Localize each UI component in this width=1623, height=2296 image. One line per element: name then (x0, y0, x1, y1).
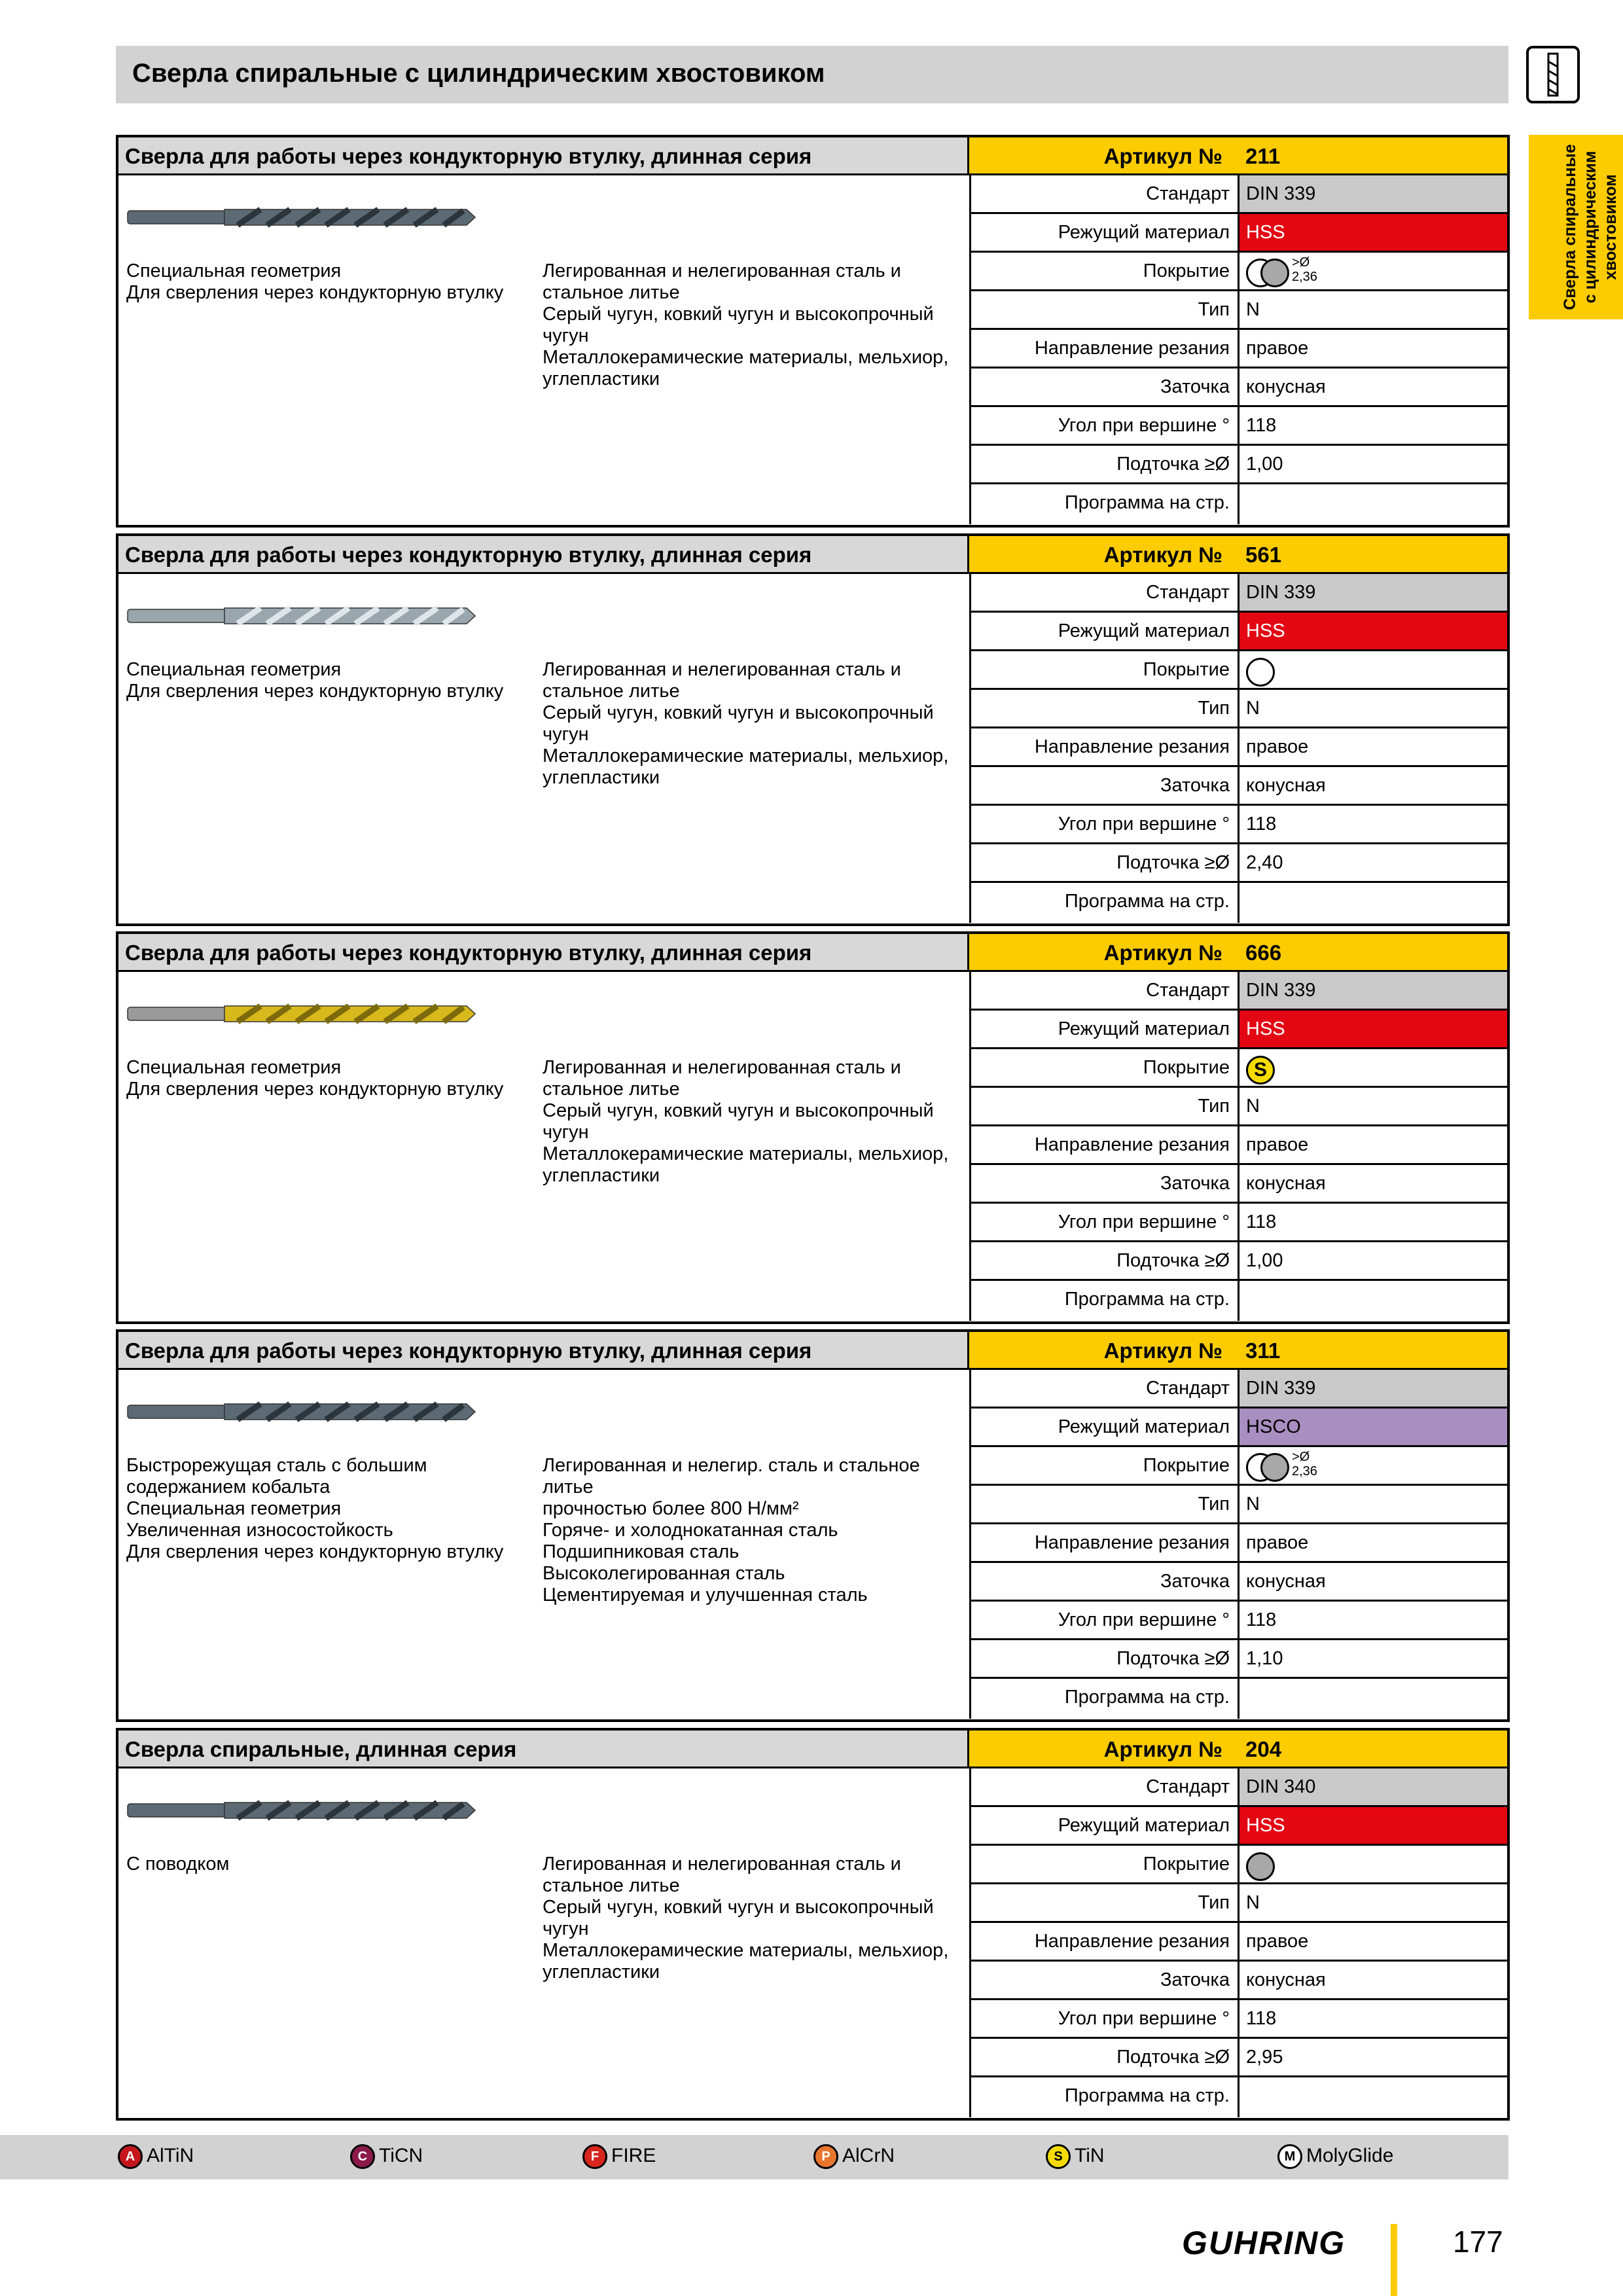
coating-value (1240, 1846, 1507, 1882)
article-number[interactable]: 561 (1245, 543, 1282, 567)
property-value-grinding: конусная (1246, 1173, 1326, 1194)
article-bar (969, 1731, 1507, 1768)
property-row (969, 1563, 1507, 1602)
property-value-undercut: 1,10 (1246, 1648, 1283, 1669)
property-row (969, 2000, 1507, 2039)
property-row (969, 1242, 1507, 1281)
property-value-material: HSS (1240, 613, 1507, 649)
feature-list (126, 1854, 526, 1875)
material-line: Серый чугун, ковкий чугун и высокопрочный (543, 1897, 934, 1918)
property-row (969, 214, 1507, 253)
property-label: Подточка ≥Ø (969, 1640, 1240, 1677)
tin-coating-icon: S (1246, 1056, 1275, 1085)
property-label: Угол при вершине ° (969, 407, 1240, 444)
material-line: углепластики (543, 1165, 660, 1186)
product-block-211 (116, 135, 1510, 528)
property-value-program (1240, 2077, 1507, 2117)
article-bar (969, 934, 1507, 972)
property-label: Тип (969, 1088, 1240, 1124)
material-line: углепластики (543, 1962, 660, 1982)
property-row (969, 574, 1507, 613)
property-label: Направление резания (969, 1524, 1240, 1561)
property-row (969, 844, 1507, 883)
drill-image (126, 1796, 476, 1825)
property-row (969, 1962, 1507, 2000)
property-label: Угол при вершине ° (969, 806, 1240, 842)
property-value-material: HSS (1240, 214, 1507, 251)
property-row (969, 1165, 1507, 1204)
product-block-204 (116, 1728, 1510, 2121)
material-line: углепластики (543, 767, 660, 788)
property-label: Тип (969, 1884, 1240, 1921)
property-row (969, 175, 1507, 214)
feature-line: содержанием кобальта (126, 1477, 330, 1498)
material-line: чугун (543, 1918, 589, 1939)
application-materials (543, 1854, 968, 1983)
property-label: Направление резания (969, 1923, 1240, 1960)
property-value-material: HSCO (1240, 1408, 1507, 1445)
coating-value (1240, 1049, 1507, 1086)
property-row (969, 1049, 1507, 1088)
property-table (969, 1370, 1507, 1719)
article-bar (969, 1332, 1507, 1370)
block-title-bar (118, 934, 969, 972)
property-row (969, 883, 1507, 923)
property-row (969, 2039, 1507, 2077)
article-number[interactable]: 666 (1245, 941, 1282, 965)
property-label: Режущий материал (969, 214, 1240, 251)
property-label: Программа на стр. (969, 883, 1240, 923)
property-value-undercut: 2,40 (1246, 852, 1283, 873)
property-row (969, 1204, 1507, 1242)
property-value-angle: 118 (1246, 2008, 1277, 2029)
property-row (969, 1408, 1507, 1447)
property-label: Направление резания (969, 728, 1240, 765)
property-table (969, 574, 1507, 923)
property-label: Направление резания (969, 1126, 1240, 1163)
feature-list (126, 260, 526, 304)
property-label: Покрытие (969, 1049, 1240, 1086)
legend-item-ticn (350, 2144, 423, 2169)
material-line: прочностью более 800 Н/мм² (543, 1498, 799, 1519)
property-label: Тип (969, 291, 1240, 328)
coating-note: >Ø (1292, 255, 1310, 270)
application-materials (543, 659, 968, 789)
material-line: Металлокерамические материалы, мельхиор, (543, 347, 949, 368)
material-line: Цементируемая и улучшенная сталь (543, 1585, 868, 1605)
property-row (969, 690, 1507, 728)
property-label: Покрытие (969, 1846, 1240, 1882)
property-label: Заточка (969, 368, 1240, 405)
property-value-grinding: конусная (1246, 376, 1326, 397)
legend-label: TiCN (379, 2144, 423, 2166)
property-label: Стандарт (969, 574, 1240, 611)
property-value-program (1240, 1281, 1507, 1321)
property-label: Программа на стр. (969, 1679, 1240, 1719)
block-title-bar (118, 536, 969, 574)
material-line: стальное литье (543, 681, 680, 702)
property-value-type: N (1246, 1892, 1260, 1913)
article-label: Артикул № (1103, 1737, 1222, 1761)
drill-image (126, 601, 476, 630)
material-line: Горяче- и холоднокатанная сталь (543, 1520, 838, 1541)
property-value-type: N (1246, 698, 1260, 719)
property-row (969, 446, 1507, 484)
feature-line: Специальная геометрия (126, 260, 342, 281)
property-row (969, 1768, 1507, 1807)
property-row (969, 806, 1507, 844)
property-row (969, 1088, 1507, 1126)
property-value-type: N (1246, 1494, 1260, 1515)
property-label: Стандарт (969, 972, 1240, 1009)
brand-logo: GUHRING (1182, 2225, 1346, 2261)
article-label: Артикул № (1103, 941, 1222, 965)
property-label: Направление резания (969, 330, 1240, 367)
application-materials (543, 260, 968, 390)
property-value-type: N (1246, 1096, 1260, 1117)
legend-item-altin (118, 2144, 194, 2169)
property-value-direction: правое (1246, 1931, 1309, 1952)
property-row (969, 1846, 1507, 1884)
property-value-standard: DIN 339 (1240, 574, 1507, 611)
page-header (116, 46, 1508, 103)
property-label: Режущий материал (969, 613, 1240, 649)
property-label: Режущий материал (969, 1807, 1240, 1844)
legend-item-molyglide (1277, 2144, 1393, 2169)
material-line: углепластики (543, 368, 660, 389)
feature-line: С поводком (126, 1854, 230, 1874)
feature-line: Специальная геометрия (126, 1498, 342, 1519)
property-value-grinding: конусная (1246, 1969, 1326, 1990)
material-line: стальное литье (543, 1079, 680, 1100)
property-value-undercut: 1,00 (1246, 454, 1283, 475)
property-row (969, 1602, 1507, 1640)
block-title-bar (118, 1332, 969, 1370)
property-row (969, 2077, 1507, 2117)
property-value-type: N (1246, 299, 1260, 320)
legend-item-fire (582, 2144, 656, 2169)
property-label: Угол при вершине ° (969, 2000, 1240, 2037)
block-title: Сверла для работы через кондукторную втулку, длинная серия (125, 1338, 812, 1363)
material-line: Высоколегированная сталь (543, 1563, 785, 1584)
property-value-standard: DIN 339 (1240, 175, 1507, 212)
ticn-icon: C (350, 2144, 375, 2169)
property-row (969, 1679, 1507, 1719)
property-label: Стандарт (969, 1370, 1240, 1407)
material-line: Металлокерамические материалы, мельхиор, (543, 745, 949, 766)
property-label: Тип (969, 1486, 1240, 1522)
legend-label: MolyGlide (1306, 2144, 1394, 2166)
property-value-undercut: 1,00 (1246, 1250, 1283, 1271)
tin-icon: S (1046, 2144, 1071, 2169)
legend-item-tin (1046, 2144, 1105, 2169)
property-label: Стандарт (969, 175, 1240, 212)
material-line: Металлокерамические материалы, мельхиор, (543, 1143, 949, 1164)
property-label: Тип (969, 690, 1240, 726)
property-row (969, 1640, 1507, 1679)
legend-label: AlCrN (842, 2144, 895, 2166)
block-title: Сверла спиральные, длинная серия (125, 1737, 517, 1761)
page-title: Сверла спиральные с цилиндрическим хвостовиком (132, 59, 825, 88)
material-line: чугун (543, 724, 589, 745)
property-value-program (1240, 484, 1507, 524)
drill-image (126, 1397, 476, 1426)
feature-list (126, 1057, 526, 1100)
property-value-standard: DIN 339 (1240, 972, 1507, 1009)
property-row (969, 253, 1507, 291)
fire-icon: F (582, 2144, 607, 2169)
property-row (969, 613, 1507, 651)
block-title: Сверла для работы через кондукторную втулку, длинная серия (125, 941, 812, 965)
property-row (969, 1524, 1507, 1563)
property-label: Подточка ≥Ø (969, 844, 1240, 881)
material-line: Легированная и нелегированная сталь и (543, 1057, 901, 1078)
property-label: Программа на стр. (969, 484, 1240, 524)
material-line: Серый чугун, ковкий чугун и высокопрочный (543, 1100, 934, 1121)
coating-note: >Ø (1292, 1449, 1310, 1464)
property-value-grinding: конусная (1246, 775, 1326, 796)
footer-divider (1391, 2224, 1397, 2296)
property-row (969, 1807, 1507, 1846)
block-title-bar (118, 137, 969, 175)
property-row (969, 651, 1507, 690)
property-row (969, 1447, 1507, 1486)
property-value-direction: правое (1246, 1532, 1309, 1553)
property-value-direction: правое (1246, 338, 1309, 359)
property-row (969, 1011, 1507, 1049)
article-label: Артикул № (1103, 1338, 1222, 1363)
property-label: Режущий материал (969, 1408, 1240, 1445)
property-label: Режущий материал (969, 1011, 1240, 1047)
article-label: Артикул № (1103, 543, 1222, 567)
feature-line: Для сверления через кондукторную втулку (126, 282, 504, 303)
property-row (969, 368, 1507, 407)
material-line: чугун (543, 325, 589, 346)
property-label: Подточка ≥Ø (969, 1242, 1240, 1279)
drill-category-icon (1526, 46, 1580, 103)
block-title: Сверла для работы через кондукторную втулку, длинная серия (125, 543, 812, 567)
feature-line: Для сверления через кондукторную втулку (126, 1079, 504, 1100)
material-line: литье (543, 1477, 594, 1498)
coating-legend (0, 2135, 1508, 2179)
property-label: Подточка ≥Ø (969, 2039, 1240, 2075)
property-row (969, 1281, 1507, 1321)
property-value-program (1240, 1679, 1507, 1719)
property-value-angle: 118 (1246, 415, 1277, 436)
property-label: Стандарт (969, 1768, 1240, 1805)
property-label: Покрытие (969, 1447, 1240, 1484)
bright-and-steam-tempered-icon (1246, 1451, 1318, 1484)
material-line: чугун (543, 1122, 589, 1143)
property-label: Покрытие (969, 651, 1240, 688)
material-line: Серый чугун, ковкий чугун и высокопрочный (543, 702, 934, 723)
property-label: Подточка ≥Ø (969, 446, 1240, 482)
feature-line: Специальная геометрия (126, 1057, 342, 1078)
property-label: Заточка (969, 767, 1240, 804)
property-row (969, 728, 1507, 767)
steam-tempered-icon (1246, 1852, 1275, 1881)
feature-line: Для сверления через кондукторную втулку (126, 681, 504, 702)
property-value-program (1240, 883, 1507, 923)
feature-list (126, 659, 526, 702)
property-label: Покрытие (969, 253, 1240, 289)
property-value-angle: 118 (1246, 1609, 1277, 1630)
property-row (969, 1370, 1507, 1408)
application-materials (543, 1057, 968, 1187)
article-number[interactable]: 211 (1245, 144, 1281, 168)
article-number[interactable]: 204 (1245, 1737, 1282, 1761)
material-line: Металлокерамические материалы, мельхиор, (543, 1940, 949, 1961)
property-value-material: HSS (1240, 1011, 1507, 1047)
page-number: 177 (1453, 2225, 1503, 2259)
feature-line: Для сверления через кондукторную втулку (126, 1541, 504, 1562)
product-block-311 (116, 1329, 1510, 1722)
material-line: Легированная и нелегированная сталь и (543, 260, 901, 281)
side-tab-line: хвостовиком (1601, 174, 1620, 280)
property-row (969, 1126, 1507, 1165)
property-value-standard: DIN 340 (1240, 1768, 1507, 1805)
drill-image (126, 203, 476, 232)
property-label: Программа на стр. (969, 1281, 1240, 1321)
property-label: Заточка (969, 1165, 1240, 1202)
feature-line: Увеличенная износостойкость (126, 1520, 393, 1541)
property-row (969, 1923, 1507, 1962)
legend-label: FIRE (611, 2144, 656, 2166)
legend-label: AlTiN (147, 2144, 194, 2166)
alcrn-icon: P (813, 2144, 838, 2169)
property-table (969, 1768, 1507, 2117)
property-row (969, 767, 1507, 806)
coating-value (1240, 1447, 1507, 1484)
block-title-bar (118, 1731, 969, 1768)
material-line: стальное литье (543, 1875, 680, 1896)
property-table (969, 175, 1507, 524)
property-value-direction: правое (1246, 736, 1309, 757)
property-value-direction: правое (1246, 1134, 1309, 1155)
property-row (969, 1486, 1507, 1524)
material-line: Легированная и нелегированная сталь и (543, 1854, 901, 1874)
bright-finish-icon (1246, 658, 1275, 687)
product-block-561 (116, 533, 1510, 926)
property-row (969, 291, 1507, 330)
property-table (969, 972, 1507, 1321)
article-bar (969, 137, 1507, 175)
legend-label: TiN (1075, 2144, 1105, 2166)
altin-icon: A (118, 2144, 143, 2169)
property-value-material: HSS (1240, 1807, 1507, 1844)
material-line: Легированная и нелегир. сталь и стальное (543, 1455, 920, 1476)
property-label: Программа на стр. (969, 2077, 1240, 2117)
coating-note: 2,36 (1292, 1463, 1317, 1479)
molyglide-icon: M (1277, 2144, 1302, 2169)
article-bar (969, 536, 1507, 574)
article-label: Артикул № (1103, 144, 1222, 168)
property-label: Заточка (969, 1962, 1240, 1998)
material-line: Легированная и нелегированная сталь и (543, 659, 901, 680)
material-line: стальное литье (543, 282, 680, 303)
property-value-grinding: конусная (1246, 1571, 1326, 1592)
side-tab-line: с цилиндрическим (1580, 151, 1599, 304)
side-tab-line: Сверла спиральные (1560, 144, 1579, 310)
property-value-standard: DIN 339 (1240, 1370, 1507, 1407)
legend-item-alcrn (813, 2144, 895, 2169)
property-label: Угол при вершине ° (969, 1602, 1240, 1638)
property-row (969, 484, 1507, 524)
property-row (969, 330, 1507, 368)
property-row (969, 1884, 1507, 1923)
property-value-angle: 118 (1246, 1211, 1277, 1232)
material-line: Серый чугун, ковкий чугун и высокопрочный (543, 304, 934, 325)
material-line: Подшипниковая сталь (543, 1541, 740, 1562)
bright-and-steam-tempered-icon (1246, 257, 1318, 289)
property-label: Заточка (969, 1563, 1240, 1600)
feature-list (126, 1455, 526, 1563)
feature-line: Быстрорежущая сталь с большим (126, 1455, 427, 1476)
property-row (969, 407, 1507, 446)
property-row (969, 972, 1507, 1011)
product-block-666 (116, 931, 1510, 1324)
property-value-angle: 118 (1246, 814, 1277, 834)
section-side-tab[interactable] (1529, 135, 1623, 319)
block-title: Сверла для работы через кондукторную втулку, длинная серия (125, 144, 812, 168)
coating-value (1240, 651, 1507, 688)
feature-line: Специальная геометрия (126, 659, 342, 680)
application-materials (543, 1455, 968, 1606)
drill-image (126, 999, 476, 1028)
coating-value (1240, 253, 1507, 289)
property-value-undercut: 2,95 (1246, 2047, 1283, 2068)
property-label: Угол при вершине ° (969, 1204, 1240, 1240)
article-number[interactable]: 311 (1245, 1338, 1281, 1363)
coating-note: 2,36 (1292, 269, 1317, 284)
